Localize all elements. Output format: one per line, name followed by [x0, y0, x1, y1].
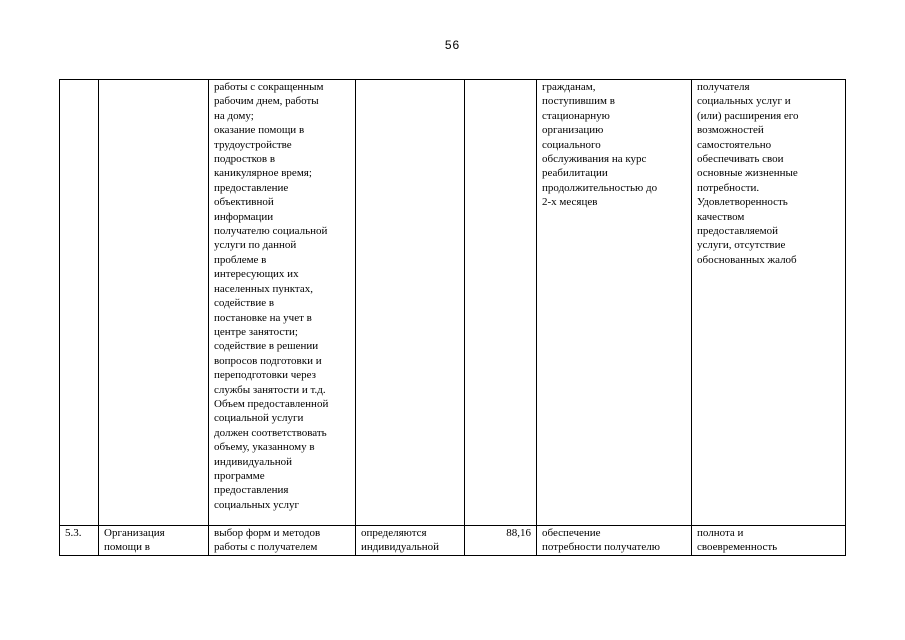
cell-service-name: Организация помощи в	[99, 526, 209, 556]
cell-service-term: определяются индивидуальной	[356, 526, 465, 556]
table-row	[60, 80, 846, 526]
cell-quality-indicators: полнота и своевременность	[692, 526, 846, 556]
cell-quality-indicators: получателя социальных услуг и (или) расширения его возможностей самостоятельно обеспечивать свои основные жизненные потребности. Удовлетворенность качеством предоставляемой услуги, отсутствие обоснованных жалоб	[692, 80, 846, 526]
cell-conditions: гражданам, поступившим в стационарную организацию социального обслуживания на курс реабилитации продолжительностью до 2-х месяцев	[537, 80, 692, 526]
cell-tariff	[465, 80, 537, 526]
cell-service-name	[99, 80, 209, 526]
page-number: 56	[444, 38, 461, 52]
cell-conditions: обеспечение потребности получателю	[537, 526, 692, 556]
cell-number: 5.3.	[60, 526, 99, 556]
cell-service-description: работы с сокращенным рабочим днем, работы на дому; оказание помощи в трудоустройстве подростков в каникулярное время; предоставление объективной информации получателю социальной услуги по данной проблеме в интересующих их населенных пунктах, содействие в постановке на учет в центре занятости; содействие в решении вопросов подготовки и переподготовки через службы занятости и т.д. Объем предоставленной социальной услуги должен соответствовать объему, указанному в индивидуальной программе предоставления социальных услуг	[209, 80, 356, 526]
table-row	[60, 526, 846, 556]
cell-tariff: 88,16	[465, 526, 537, 556]
services-table	[59, 79, 846, 556]
cell-number	[60, 80, 99, 526]
cell-service-term	[356, 80, 465, 526]
cell-service-description: выбор форм и методов работы с получателем	[209, 526, 356, 556]
